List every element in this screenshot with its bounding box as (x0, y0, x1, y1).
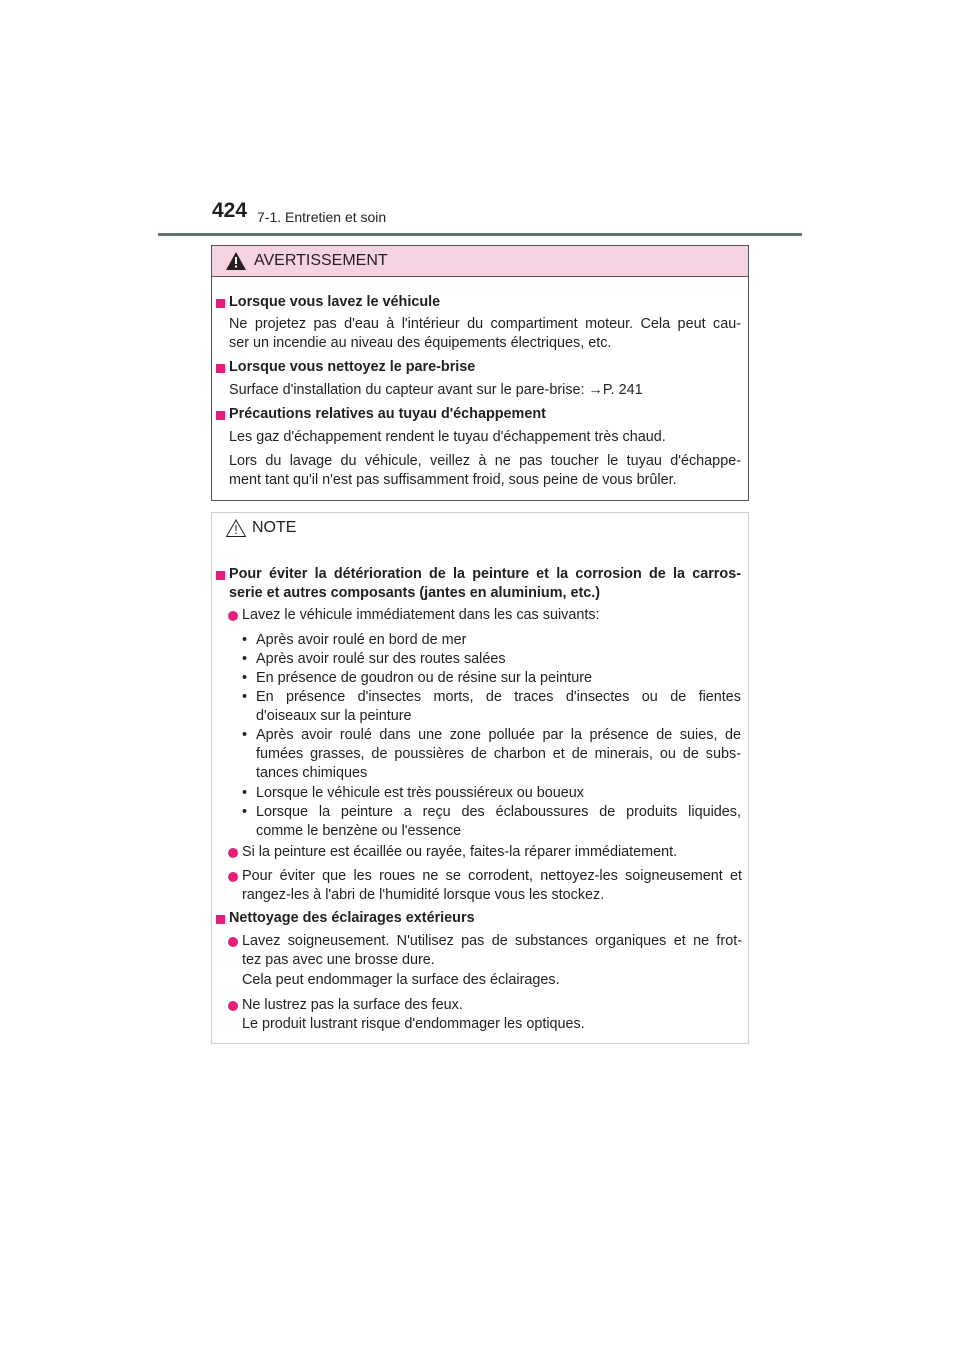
note-text: Lavez le véhicule immédiatement dans les cas suivants: (242, 607, 600, 623)
warning-header (212, 246, 748, 277)
bullet-dot: • (242, 804, 248, 820)
warning-text: Ne projetez pas d'eau à l'intérieur du compartiment moteur. Cela peut cau- (229, 316, 741, 332)
bullet-dot: • (242, 632, 248, 648)
warning-heading: Lorsque vous nettoyez le pare-brise (229, 359, 476, 375)
warning-box (211, 245, 749, 501)
list-item: comme le benzène ou l'essence (256, 823, 462, 839)
bullet-dot: • (242, 651, 248, 667)
circle-bullet-icon (228, 937, 238, 947)
list-item: Lorsque le véhicule est très poussiéreux ou boueux (256, 785, 584, 801)
list-item: Après avoir roulé en bord de mer (256, 632, 467, 648)
warning-text: ser un incendie au niveau des équipements électriques, etc. (229, 335, 612, 351)
note-text: Le produit lustrant risque d'endommager les optiques. (242, 1016, 585, 1032)
note-box (211, 512, 749, 1044)
warning-title: AVERTISSEMENT (254, 252, 388, 269)
warning-heading: Précautions relatives au tuyau d'échappement (229, 406, 546, 422)
bullet-dot: • (242, 785, 248, 801)
square-bullet-icon (216, 411, 225, 420)
note-text: tez pas avec une brosse dure. (242, 952, 435, 968)
circle-bullet-icon (228, 1001, 238, 1011)
list-item: Après avoir roulé sur des routes salées (256, 651, 506, 667)
note-heading: Pour éviter la détérioration de la peinture et la corrosion de la carros- (229, 566, 741, 582)
warning-text: Les gaz d'échappement rendent le tuyau d'échappement très chaud. (229, 429, 666, 445)
bullet-dot: • (242, 727, 248, 743)
square-bullet-icon (216, 299, 225, 308)
square-bullet-icon (216, 915, 225, 924)
note-title: NOTE (252, 519, 297, 536)
note-text: Pour éviter que les roues ne se corrodent, nettoyez-les soigneusement et (242, 868, 742, 884)
circle-bullet-icon (228, 848, 238, 858)
list-item: Lorsque la peinture a reçu des éclaboussures de produits liquides, (256, 804, 741, 820)
bullet-dot: • (242, 689, 248, 705)
warning-text: Lors du lavage du véhicule, veillez à ne pas toucher le tuyau d'échappe- (229, 453, 741, 469)
square-bullet-icon (216, 571, 225, 580)
note-heading: serie et autres composants (jantes en aluminium, etc.) (229, 585, 601, 601)
list-item: Après avoir roulé dans une zone polluée par la présence de suies, de (256, 727, 741, 743)
warning-text: ment tant qu'il n'est pas suffisamment froid, sous peine de vous brûler. (229, 472, 677, 488)
note-text: Ne lustrez pas la surface des feux. (242, 997, 463, 1013)
section-title: 7-1. Entretien et soin (257, 209, 387, 225)
list-item: tances chimiques (256, 765, 368, 781)
warning-text: Surface d'installation du capteur avant sur le pare-brise: →P. 241 (229, 382, 643, 398)
square-bullet-icon (216, 364, 225, 373)
page-number: 424 (212, 199, 248, 222)
list-item: En présence d'insectes morts, de traces d'insectes ou de fientes (256, 689, 741, 705)
circle-bullet-icon (228, 872, 238, 882)
bullet-dot: • (242, 670, 248, 686)
note-text: Si la peinture est écaillée ou rayée, faites-la réparer immédiatement. (242, 844, 678, 860)
list-item: fumées grasses, de poussières de charbon et de minerais, ou de subs- (256, 746, 741, 762)
circle-bullet-icon (228, 611, 238, 621)
caution-triangle-icon (226, 519, 246, 537)
list-item: En présence de goudron ou de résine sur la peinture (256, 670, 593, 686)
warning-triangle-icon (226, 252, 246, 270)
note-text: Lavez soigneusement. N'utilisez pas de substances organiques et ne frot- (242, 933, 742, 949)
note-heading: Nettoyage des éclairages extérieurs (229, 910, 475, 926)
header-rule (158, 233, 802, 236)
note-text: Cela peut endommager la surface des éclairages. (242, 972, 560, 988)
note-header (212, 513, 748, 543)
list-item: d'oiseaux sur la peinture (256, 708, 412, 724)
warning-heading: Lorsque vous lavez le véhicule (229, 294, 441, 310)
note-text: rangez-les à l'abri de l'humidité lorsque vous les stockez. (242, 887, 605, 903)
